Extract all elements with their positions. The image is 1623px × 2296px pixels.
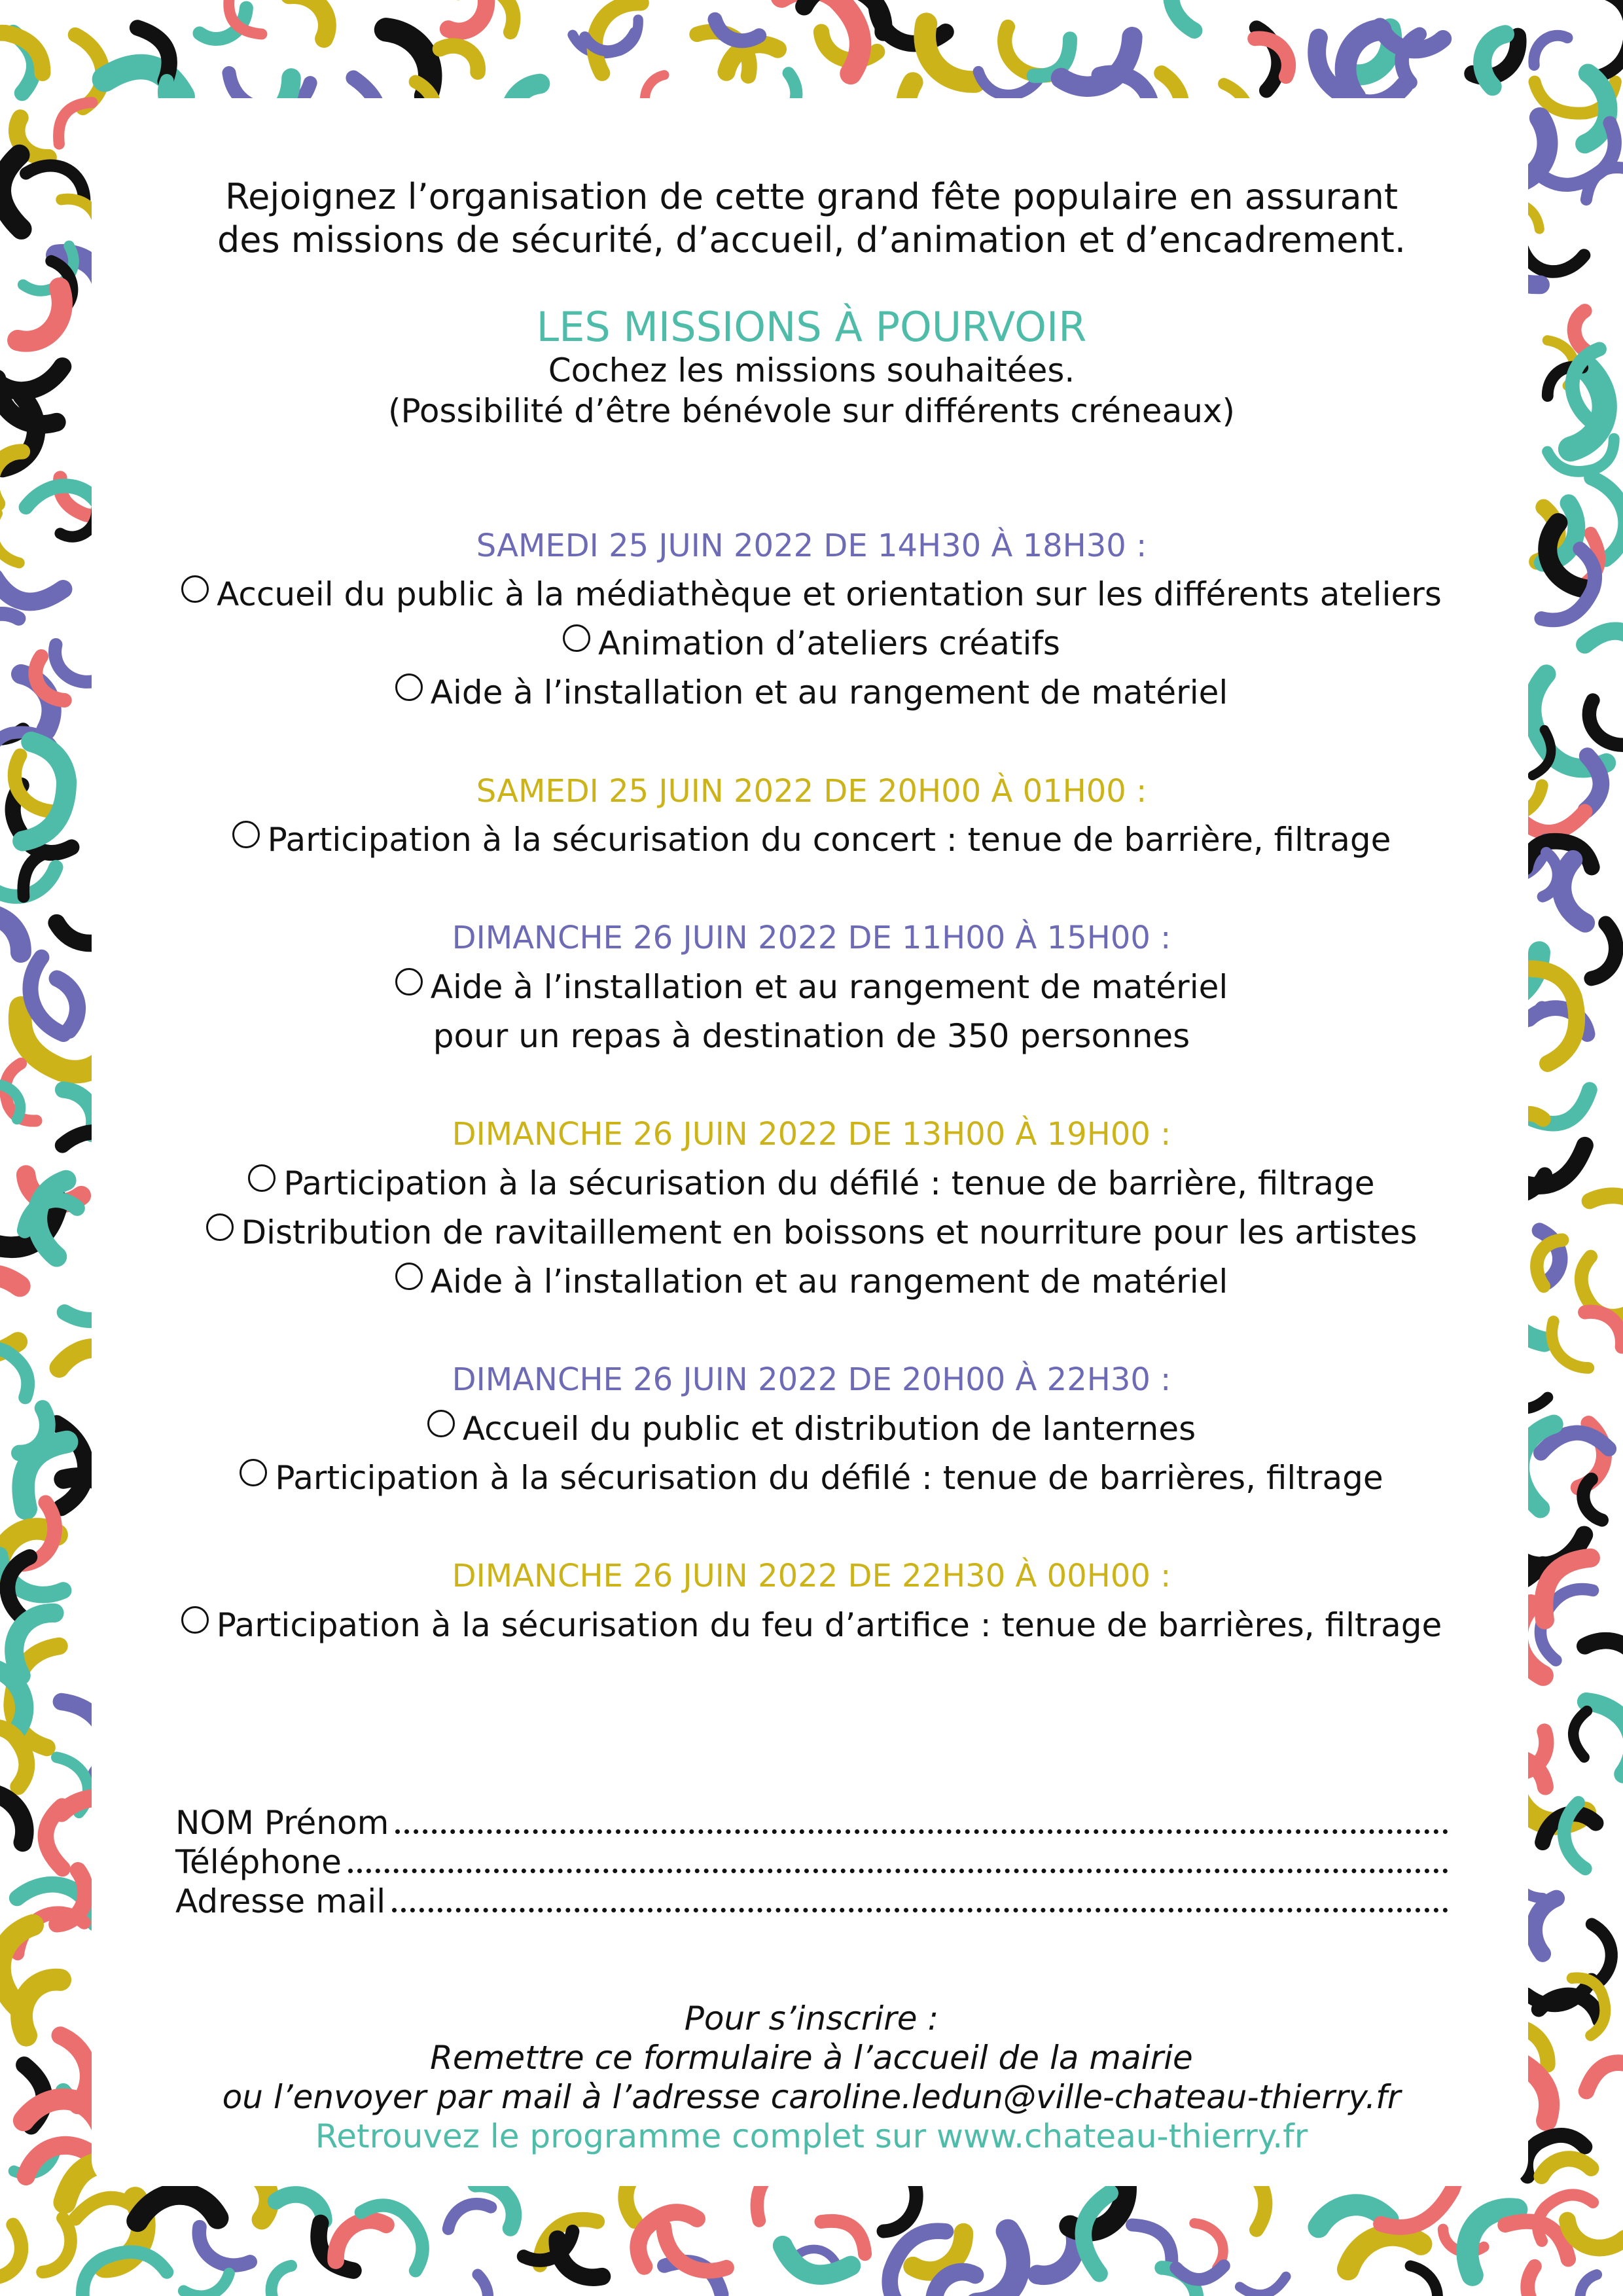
- confetti-squiggle: [361, 2204, 423, 2272]
- confetti-squiggle: [1452, 2195, 1516, 2275]
- name-field[interactable]: [175, 1804, 1448, 1842]
- confetti-squiggle: [137, 2193, 218, 2221]
- confetti-squiggle: [445, 2202, 493, 2229]
- mission-label: Accueil du public et distribution de lanternes: [462, 1410, 1196, 1448]
- mission-label: Aide à l’installation et au rangement de matériel: [430, 1263, 1228, 1300]
- phone-field-label: Téléphone: [175, 1843, 342, 1881]
- mission-option[interactable]: [0, 573, 1623, 615]
- footer: [0, 1999, 1623, 2156]
- confetti-squiggle: [47, 94, 96, 144]
- name-field-line[interactable]: [395, 1829, 1448, 1834]
- slot-title-5: DIMANCHE 26 JUIN 2022 DE 20H00 À 22H30 :: [452, 1361, 1171, 1398]
- mission-option[interactable]: [0, 1162, 1623, 1204]
- phone-field-line[interactable]: [348, 1869, 1448, 1873]
- slot-title-1: SAMEDI 25 JUIN 2022 DE 14H30 À 18H30 :: [476, 528, 1147, 564]
- mission-option[interactable]: [0, 1604, 1623, 1646]
- confetti-squiggle: [1533, 35, 1569, 65]
- confetti-squiggle: [1570, 1710, 1592, 1757]
- mission-label: Animation d’ateliers créatifs: [598, 624, 1060, 662]
- confetti-squiggle: [976, 2231, 1031, 2296]
- confetti-squiggle: [43, 1805, 68, 1869]
- radio-button[interactable]: [563, 624, 590, 652]
- radio-button[interactable]: [206, 1213, 234, 1241]
- program-link[interactable]: Retrouvez le programme complet sur www.chateau-thierry.fr: [315, 2117, 1308, 2155]
- footer-heading: Pour s’inscrire :: [684, 2000, 939, 2037]
- mission-label: Participation à la sécurisation du feu d’artifice : tenue de barrières, filtrage: [216, 1606, 1442, 1644]
- email-field-label: Adresse mail: [175, 1882, 386, 1920]
- confetti-squiggle: [289, 0, 328, 40]
- confetti-squiggle: [1169, 0, 1194, 32]
- mission-option[interactable]: [0, 1211, 1623, 1253]
- mission-label: Aide à l’installation et au rangement de matériel: [430, 968, 1228, 1006]
- email-field[interactable]: [175, 1882, 1448, 1920]
- slot-title-6: DIMANCHE 26 JUIN 2022 DE 22H30 À 00H00 :: [452, 1558, 1171, 1594]
- slot-title-3: DIMANCHE 26 JUIN 2022 DE 11H00 À 15H00 :: [452, 920, 1171, 956]
- confetti-squiggle: [1410, 2263, 1439, 2296]
- confetti-squiggle: [1542, 2154, 1592, 2184]
- confetti-squiggle: [1582, 1924, 1616, 1981]
- radio-button[interactable]: [240, 1459, 267, 1486]
- radio-button[interactable]: [427, 1410, 455, 1437]
- intro-text: [0, 175, 1623, 262]
- radio-button[interactable]: [248, 1164, 276, 1192]
- confetti-squiggle: [24, 2218, 83, 2275]
- radio-button[interactable]: [395, 1263, 423, 1290]
- mission-option[interactable]: [0, 819, 1623, 861]
- intro-line-2: des missions de sécurité, d’accueil, d’animation et d’encadrement.: [217, 219, 1406, 260]
- missions-instruction: Cochez les missions souhaitées.: [548, 351, 1075, 389]
- confetti-squiggle: [260, 2263, 308, 2296]
- confetti-squiggle: [933, 2272, 976, 2296]
- confetti-squiggle: [1527, 2266, 1580, 2296]
- mission-option[interactable]: [0, 1408, 1623, 1450]
- radio-button[interactable]: [232, 821, 260, 848]
- email-field-line[interactable]: [392, 1908, 1448, 1912]
- confetti-squiggle: [1240, 2276, 1288, 2296]
- slot-title-4: DIMANCHE 26 JUIN 2022 DE 13H00 À 19H00 :: [452, 1116, 1171, 1153]
- mission-option[interactable]: [0, 672, 1623, 713]
- mission-label: Participation à la sécurisation du défilé : tenue de barrières, filtrage: [275, 1459, 1383, 1497]
- mission-label: Aide à l’installation et au rangement de matériel: [430, 673, 1228, 711]
- mission-label: Participation à la sécurisation du concert : tenue de barrière, filtrage: [267, 821, 1391, 859]
- confetti-squiggle: [1522, 1895, 1572, 1954]
- confetti-squiggle: [1586, 1690, 1623, 1774]
- radio-button[interactable]: [181, 575, 209, 603]
- phone-field[interactable]: [175, 1843, 1448, 1881]
- radio-button[interactable]: [395, 968, 423, 996]
- mission-option[interactable]: [0, 1457, 1623, 1499]
- slot-title-2: SAMEDI 25 JUIN 2022 DE 20H00 À 01H00 :: [476, 773, 1147, 810]
- confetti-squiggle: [468, 2274, 493, 2296]
- mission-label: Accueil du public à la médiathèque et orientation sur les différents ateliers: [217, 575, 1442, 613]
- confetti-squiggle: [1569, 2272, 1616, 2296]
- confetti-squiggle: [446, 0, 489, 32]
- confetti-squiggle: [336, 2220, 386, 2262]
- confetti-squiggle: [1175, 2263, 1224, 2281]
- mission-option[interactable]: [0, 966, 1623, 1008]
- name-field-label: NOM Prénom: [175, 1804, 389, 1842]
- radio-button[interactable]: [181, 1606, 209, 1634]
- missions-instructions: [0, 350, 1623, 431]
- missions-title: LES MISSIONS À POURVOIR: [536, 303, 1087, 351]
- confetti-squiggle: [0, 2225, 30, 2284]
- mission-label-continuation: pour un repas à destination de 350 personnes: [433, 1017, 1190, 1055]
- intro-line-1: Rejoignez l’organisation de cette grand fête populaire en assurant: [224, 176, 1399, 217]
- mission-option[interactable]: [0, 622, 1623, 664]
- missions-note: (Possibilité d’être bénévole sur différents créneaux): [388, 392, 1235, 430]
- footer-email-instruction: ou l’envoyer par mail à l’adresse caroline.ledun@ville-chateau-thierry.fr: [222, 2078, 1401, 2116]
- mission-label: Distribution de ravitaillement en boissons et nourriture pour les artistes: [241, 1213, 1418, 1251]
- confetti-squiggle: [183, 2274, 230, 2296]
- mission-option[interactable]: [0, 1261, 1623, 1302]
- confetti-squiggle: [440, 38, 480, 82]
- footer-instruction: Remettre ce formulaire à l’accueil de la mairie: [430, 2039, 1193, 2077]
- radio-button[interactable]: [395, 673, 423, 701]
- confetti-squiggle: [0, 1784, 27, 1852]
- mission-label: Participation à la sécurisation du défilé : tenue de barrière, filtrage: [283, 1164, 1375, 1202]
